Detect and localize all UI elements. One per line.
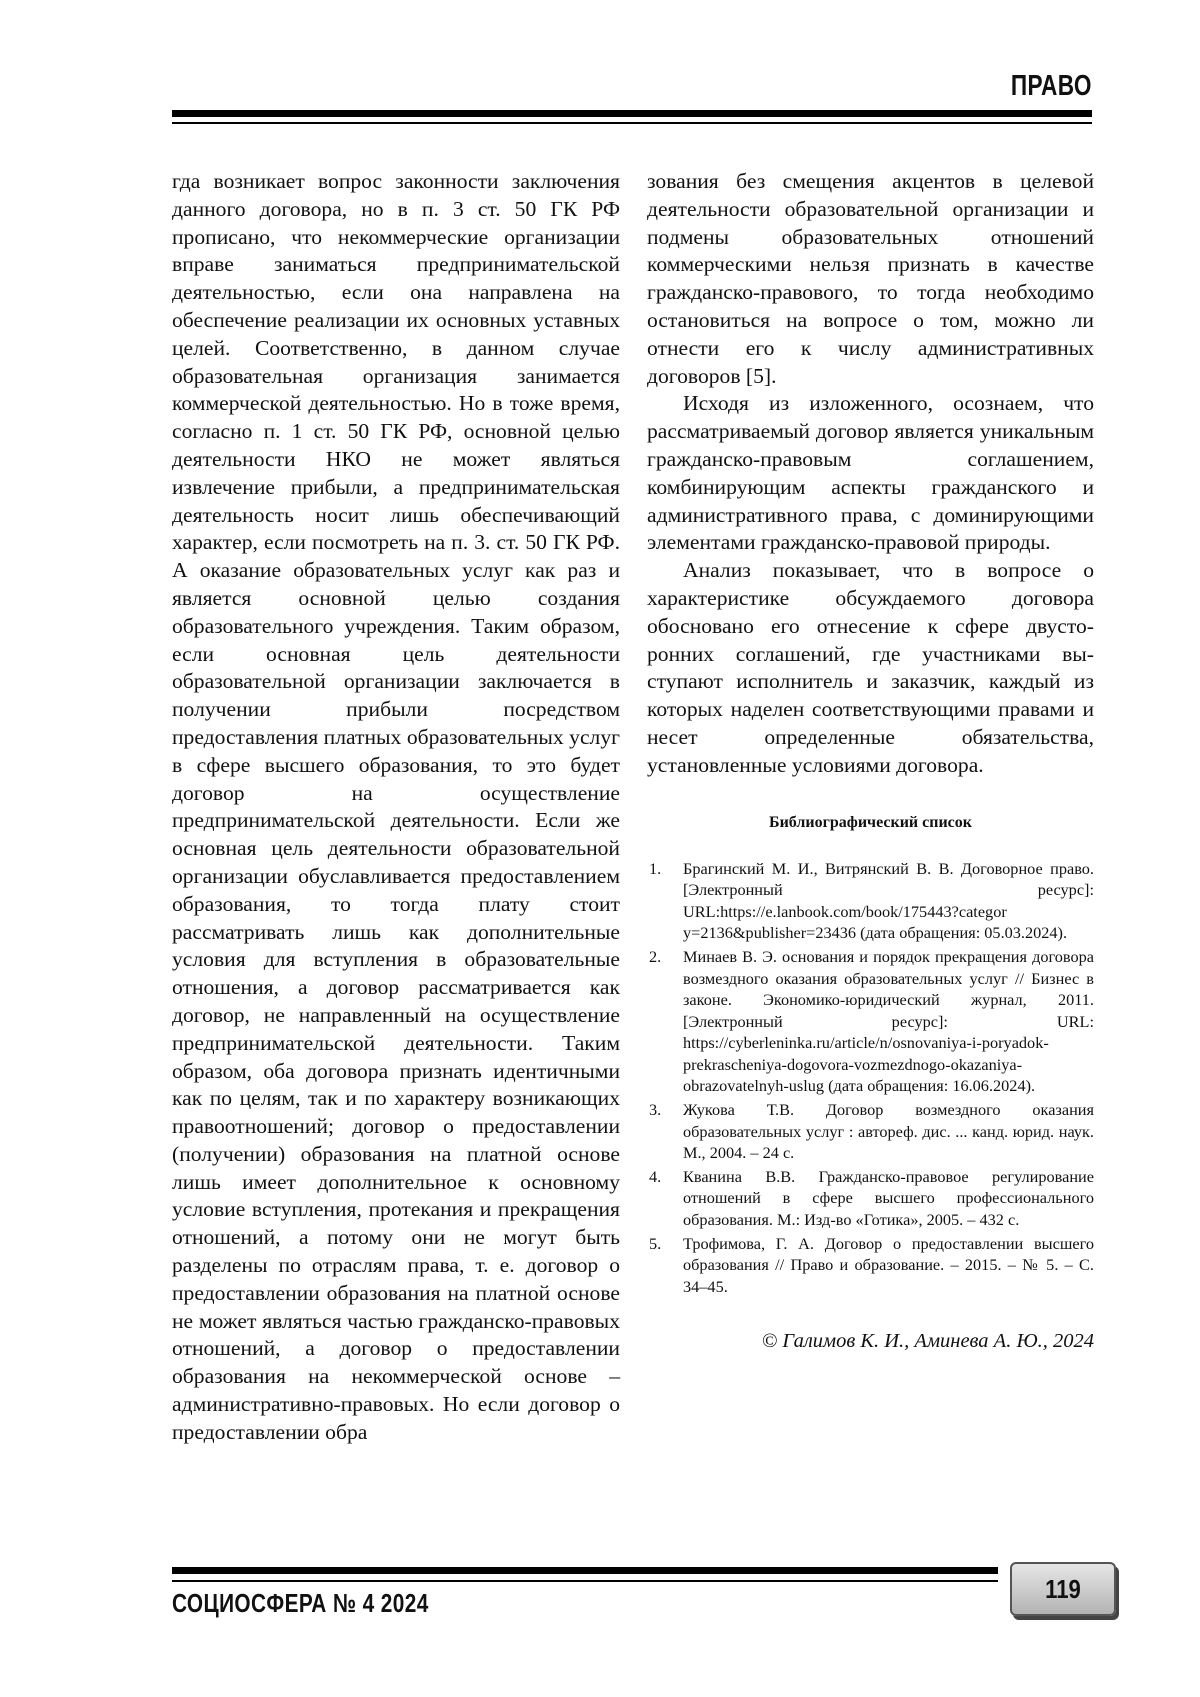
bibliography-item-number: 5. bbox=[649, 1233, 662, 1253]
journal-title: СОЦИОСФЕРА № 4 2024 bbox=[172, 1588, 429, 1618]
bibliography-item-number: 1. bbox=[649, 858, 662, 878]
bibliography-item-text: Минаев В. Э. основания и порядок прекращения договора возмездного оказания образовательных услуг // Бизнес в законе. Экономико-юридический журнал, 2011. [Электронный ресурс]: URL: https://cyberleninka.ru/article/n/osnovaniya-i-poryadok-prekrascheniya-dogovora-vozmezdnogo-okazaniya-obrazovatelnyh-uslug (дата обращения: 16.06.2024). bbox=[683, 946, 1094, 1096]
footer-rule-thick bbox=[172, 1567, 998, 1574]
bibliography-item-text: Жукова Т.В. Договор возмездного оказания образовательных услуг : автореф. дис. ... канд. юрид. наук. М., 2004. – 24 с. bbox=[683, 1100, 1094, 1163]
bibliography-item-number: 2. bbox=[649, 946, 662, 966]
bibliography-title: Библиографический список bbox=[769, 813, 972, 831]
bibliography-item bbox=[647, 1099, 1094, 1164]
bibliography-item bbox=[647, 858, 1094, 944]
bibliography-item-text: Трофимова, Г. А. Договор о предоставлении высшего образования // Право и образование. – 2015. – № 5. – С. 34–45. bbox=[683, 1233, 1094, 1296]
section-title: ПРАВО bbox=[1010, 70, 1092, 102]
copyright-notice: © Галимов К. И., Аминева А. Ю., 2024 bbox=[761, 1330, 1094, 1353]
bibliography-list bbox=[647, 858, 1094, 1298]
bibliography-item bbox=[647, 1166, 1094, 1231]
bibliography-item-text: Кванина В.В. Гражданско-правовое регулирование отношений в сфере высшего профессионального образования. М.: Изд-во «Готика», 2005. – 432 с. bbox=[683, 1166, 1094, 1230]
right-column bbox=[647, 168, 1094, 1355]
page-number: 119 bbox=[1045, 1573, 1081, 1604]
right-paragraph-1: зования без смещения акцентов в целевой деятельности образовательной организации и подмены образовательных отношений коммерческими нельзя признать в качестве гражданско-правового, то тогда необходимо остановиться на вопросе о том, можно ли отнести его к числу административных договоров [5]. bbox=[647, 169, 1094, 388]
right-paragraph-2: Исходя из изложенного, осознаем, что рассматриваемый договор является уникальным гражданско-правовым соглашением, комбинирующим аспекты гражданского и административного права, с доминирующими элементами гражданско-правовой природы. bbox=[647, 391, 1094, 555]
bibliography-item-number: 3. bbox=[649, 1100, 662, 1120]
left-column bbox=[172, 168, 620, 1447]
page-number-badge bbox=[1010, 1562, 1116, 1616]
bibliography-item-number: 4. bbox=[649, 1166, 662, 1186]
header-rule-thin bbox=[172, 122, 1092, 124]
header-rule-thick bbox=[172, 110, 1092, 117]
left-column-paragraph: гда возникает вопрос законности заключения данного договора, но в п. 3 ст. 50 ГК РФ прописано, что некоммерческие организации вправе заниматься предпринимательской деятельностью, если она направлена на обеспечение реализации их основных уставных целей. Соответственно, в данном случае образовательная организация занимается коммерческой деятельностью. Но в тоже время, согласно п. 1 ст. 50 ГК РФ, основной целью деятельности НКО не может являться извлечение прибыли, а предпринимательская деятельность носит лишь обеспечивающий характер, если посмотреть на п. 3. ст. 50 ГК РФ. А оказание образовательных услуг как раз и является основной целью создания образовательного учреждения. Таким образом, если основная цель деятельности образовательной организации заключается в получении прибыли посредством предоставления платных образовательных услуг в сфере высшего образования, то это будет договор на осуществление предпринимательской деятельности. Если же основная цель деятельности образовательной организации обуславливается предоставлением образования, то тогда плату стоит рассматривать лишь как дополнительные условия для вступления в образовательные отношения, а договор рассматривается как договор, не направленный на осуществление предпринимательской деятельности. Таким образом, оба договора признать идентичными как по целям, так и по характеру возникающих правоотношений; договор о предоставлении (получении) образования на платной основе лишь имеет дополнительное к основному условие вступления, протекания и прекращения отношений, а потому они не могут быть разделены по отраслям права, т. е. договор о предоставлении образования на платной основе не может являться частью гражданско-правовых отношений, а договор о предоставлении образования на некоммерческой основе – административно-правовых. Но если договор о предоставлении обра bbox=[172, 169, 620, 1444]
bibliography-item-text: Брагинский М. И., Витрянский В. В. Договорное право. [Электронный ресурс]: URL:https://e.lanbook.com/book/175443?categor y=2136&publisher=23436 (дата обращения: 05.03.2024). bbox=[683, 858, 1094, 943]
bibliography-item bbox=[647, 946, 1094, 1097]
right-paragraph-3: Анализ показывает, что в вопросе о характеристике обсуждаемого договора обосновано его отнесение к сфере двусторонних соглашений, где участниками выступают исполнитель и заказчик, каждый из которых наделен соответствующими правами и несет определенные обязательства, установленные условиями договора. bbox=[647, 558, 1094, 777]
footer-rule-thin bbox=[172, 1580, 998, 1582]
bibliography-item bbox=[647, 1233, 1094, 1298]
